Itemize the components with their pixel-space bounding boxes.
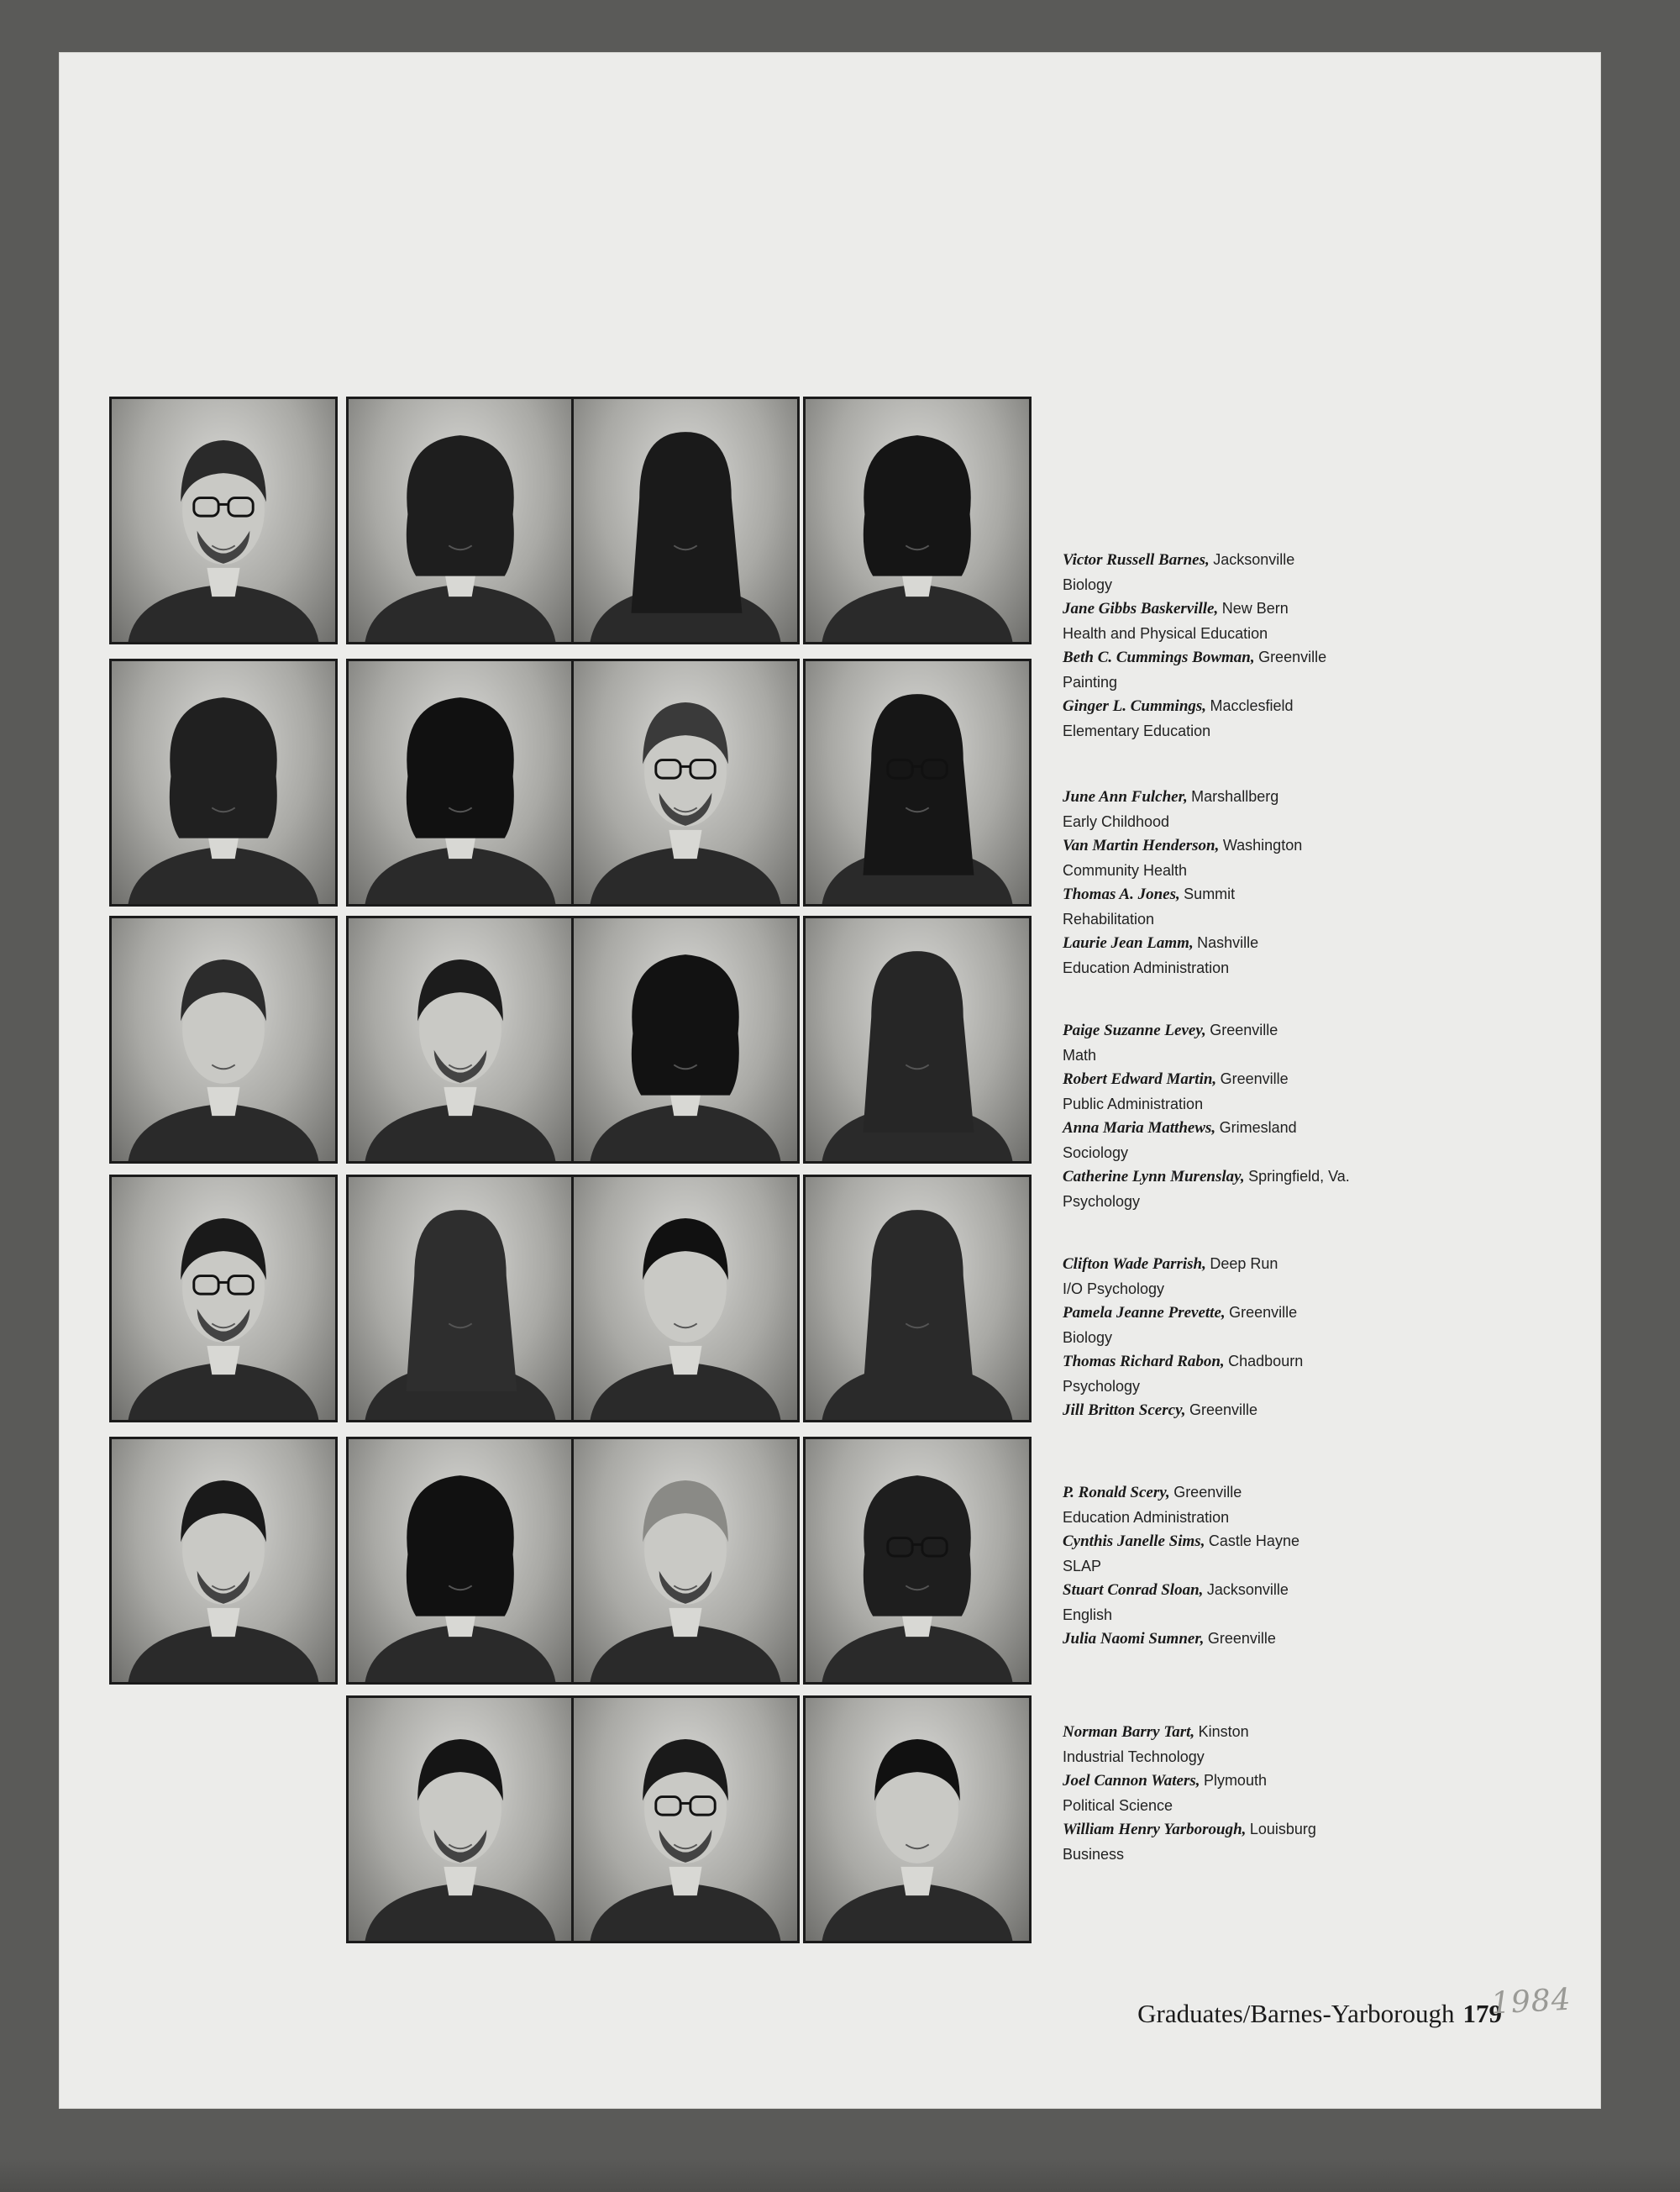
section-title: Graduates/Barnes-Yarborough xyxy=(1137,1999,1455,2028)
portrait-photo xyxy=(571,659,800,907)
hometown: Jacksonville xyxy=(1213,551,1295,568)
caption-entry xyxy=(1063,1252,1303,1301)
major: English xyxy=(1063,1606,1113,1623)
caption-entry xyxy=(1063,1067,1350,1116)
hometown: Deep Run xyxy=(1210,1255,1278,1272)
caption-entry xyxy=(1063,931,1302,980)
major: Health and Physical Education xyxy=(1063,625,1268,642)
portrait-photo xyxy=(346,1175,575,1422)
caption-entry xyxy=(1063,1301,1303,1349)
major: Sociology xyxy=(1063,1144,1129,1161)
portrait-photo xyxy=(109,916,338,1164)
hometown: Marshallberg xyxy=(1191,788,1279,805)
hometown: Greenville xyxy=(1229,1304,1298,1321)
portrait-photo xyxy=(803,397,1032,644)
portrait-photo xyxy=(803,1437,1032,1685)
hometown: Greenville xyxy=(1173,1484,1242,1501)
major: Elementary Education xyxy=(1063,723,1211,739)
portrait-photo xyxy=(571,1437,800,1685)
caption-entry xyxy=(1063,1627,1299,1652)
major: Biology xyxy=(1063,1329,1113,1346)
caption-entry xyxy=(1063,1164,1350,1213)
hometown: Nashville xyxy=(1197,934,1259,951)
major: Early Childhood xyxy=(1063,813,1170,830)
hometown: Greenville xyxy=(1220,1070,1289,1087)
hometown: Greenville xyxy=(1207,1630,1276,1647)
major: Political Science xyxy=(1063,1797,1173,1814)
portrait-photo xyxy=(571,397,800,644)
hometown: Summit xyxy=(1184,886,1236,902)
portrait-photo xyxy=(109,1175,338,1422)
caption-group xyxy=(1063,785,1302,980)
caption-entry xyxy=(1063,597,1326,645)
portrait-photo xyxy=(109,1437,338,1685)
yearbook-page xyxy=(59,52,1601,2109)
caption-entry xyxy=(1063,645,1326,694)
graduate-name: Beth C. Cummings Bowman, xyxy=(1063,649,1255,666)
portrait-photo xyxy=(109,659,338,907)
portrait-photo xyxy=(571,916,800,1164)
graduate-name: Cynthis Janelle Sims, xyxy=(1063,1532,1205,1550)
caption-entry xyxy=(1063,694,1326,743)
graduate-name: P. Ronald Scery, xyxy=(1063,1484,1170,1501)
graduate-name: Thomas A. Jones, xyxy=(1063,886,1180,903)
caption-entry xyxy=(1063,785,1302,833)
handwritten-year: 1984 xyxy=(1489,1982,1572,2021)
portrait-photo xyxy=(571,1695,800,1943)
portrait-photo xyxy=(109,397,338,644)
page-footer xyxy=(1137,1999,1502,2029)
hometown: Springfield, Va. xyxy=(1248,1168,1350,1185)
hometown: Jacksonville xyxy=(1206,1581,1289,1598)
caption-entry xyxy=(1063,1769,1316,1817)
caption-group xyxy=(1063,1018,1350,1213)
hometown: Greenville xyxy=(1189,1401,1258,1418)
major: Business xyxy=(1063,1846,1125,1863)
hometown: Greenville xyxy=(1210,1022,1278,1038)
graduate-name: Clifton Wade Parrish, xyxy=(1063,1255,1206,1273)
hometown: Louisburg xyxy=(1249,1821,1316,1837)
hometown: Grimesland xyxy=(1219,1119,1297,1136)
caption-group xyxy=(1063,548,1326,743)
major: Rehabilitation xyxy=(1063,911,1155,928)
hometown: Chadbourn xyxy=(1228,1353,1304,1369)
caption-entry xyxy=(1063,1349,1303,1398)
caption-entry xyxy=(1063,833,1302,882)
graduate-name: Laurie Jean Lamm, xyxy=(1063,934,1194,952)
major: Public Administration xyxy=(1063,1096,1204,1112)
page-number: 179 xyxy=(1462,1999,1502,2028)
portrait-photo xyxy=(346,659,575,907)
graduate-name: Pamela Jeanne Prevette, xyxy=(1063,1304,1226,1322)
graduate-name: Jill Britton Scercy, xyxy=(1063,1401,1186,1419)
caption-entry xyxy=(1063,1018,1350,1067)
portrait-photo xyxy=(346,1437,575,1685)
major: Painting xyxy=(1063,674,1118,691)
portrait-photo xyxy=(803,1695,1032,1943)
major: Community Health xyxy=(1063,862,1188,879)
caption-entry xyxy=(1063,1817,1316,1866)
caption-entry xyxy=(1063,1398,1303,1423)
caption-entry xyxy=(1063,1529,1299,1578)
hometown: Plymouth xyxy=(1203,1772,1267,1789)
graduate-name: Julia Naomi Sumner, xyxy=(1063,1630,1205,1648)
hometown: New Bern xyxy=(1221,600,1289,617)
portrait-photo xyxy=(346,397,575,644)
hometown: Castle Hayne xyxy=(1208,1532,1299,1549)
graduate-name: Thomas Richard Rabon, xyxy=(1063,1353,1225,1370)
major: Psychology xyxy=(1063,1378,1141,1395)
caption-group xyxy=(1063,1252,1303,1423)
graduate-name: Van Martin Henderson, xyxy=(1063,837,1220,854)
graduate-name: Norman Barry Tart, xyxy=(1063,1723,1195,1741)
major: I/O Psychology xyxy=(1063,1280,1165,1297)
hometown: Greenville xyxy=(1258,649,1327,665)
portrait-photo xyxy=(346,1695,575,1943)
caption-group xyxy=(1063,1480,1299,1652)
major: Education Administration xyxy=(1063,959,1230,976)
portrait-photo xyxy=(803,659,1032,907)
caption-entry xyxy=(1063,882,1302,931)
caption-entry xyxy=(1063,1720,1316,1769)
major: Industrial Technology xyxy=(1063,1748,1205,1765)
hometown: Washington xyxy=(1222,837,1303,854)
graduate-name: Ginger L. Cummings, xyxy=(1063,697,1207,715)
graduate-name: Paige Suzanne Levey, xyxy=(1063,1022,1206,1039)
caption-entry xyxy=(1063,1578,1299,1627)
major: Psychology xyxy=(1063,1193,1141,1210)
caption-entry xyxy=(1063,548,1326,597)
graduate-name: Robert Edward Martin, xyxy=(1063,1070,1217,1088)
hometown: Macclesfield xyxy=(1210,697,1294,714)
caption-entry xyxy=(1063,1480,1299,1529)
caption-entry xyxy=(1063,1116,1350,1164)
graduate-name: Jane Gibbs Baskerville, xyxy=(1063,600,1219,618)
portrait-photo xyxy=(803,916,1032,1164)
graduate-name: William Henry Yarborough, xyxy=(1063,1821,1247,1838)
graduate-name: Catherine Lynn Murenslay, xyxy=(1063,1168,1245,1185)
major: Math xyxy=(1063,1047,1097,1064)
scan-background-edge xyxy=(0,2158,1680,2192)
graduate-name: Victor Russell Barnes, xyxy=(1063,551,1210,569)
portrait-photo xyxy=(803,1175,1032,1422)
major: Education Administration xyxy=(1063,1509,1230,1526)
major: SLAP xyxy=(1063,1558,1102,1574)
graduate-name: June Ann Fulcher, xyxy=(1063,788,1188,806)
major: Biology xyxy=(1063,576,1113,593)
caption-group xyxy=(1063,1720,1316,1866)
hometown: Kinston xyxy=(1198,1723,1249,1740)
graduate-name: Joel Cannon Waters, xyxy=(1063,1772,1200,1790)
portrait-photo xyxy=(346,916,575,1164)
graduate-name: Stuart Conrad Sloan, xyxy=(1063,1581,1204,1599)
graduate-name: Anna Maria Matthews, xyxy=(1063,1119,1216,1137)
portrait-photo xyxy=(571,1175,800,1422)
